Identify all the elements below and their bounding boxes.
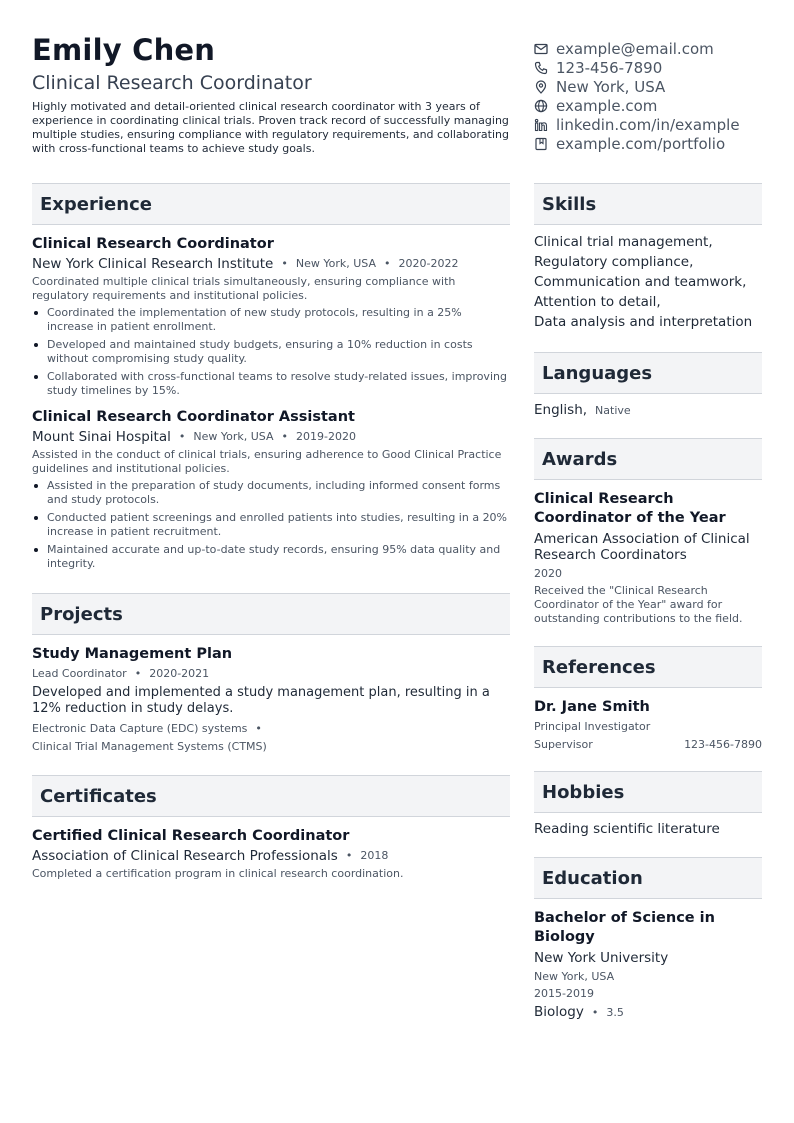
job-location: New York, USA bbox=[295, 257, 376, 270]
project-meta bbox=[32, 666, 510, 682]
side-column bbox=[534, 183, 762, 1040]
reference-phone: 123-456-7890 bbox=[684, 738, 762, 751]
candidate-name: Emily Chen bbox=[32, 33, 216, 67]
contact-location bbox=[534, 77, 762, 96]
contact-email[interactable] bbox=[534, 39, 762, 58]
education-gpa: 3.5 bbox=[606, 1006, 624, 1019]
skill-item: Attention to detail, bbox=[534, 294, 661, 310]
resume-columns bbox=[32, 183, 762, 1040]
certificates-section bbox=[32, 775, 510, 881]
contact-website-text: example.com bbox=[556, 96, 658, 115]
skill-item: Communication and teamwork, bbox=[534, 274, 747, 290]
separator: • bbox=[255, 722, 262, 735]
job-title: Clinical Research Coordinator bbox=[32, 236, 274, 252]
separator: • bbox=[345, 849, 353, 862]
certificate-title: Certified Clinical Research Coordinator bbox=[32, 828, 350, 844]
references-section bbox=[534, 646, 762, 751]
separator: • bbox=[281, 430, 289, 443]
linkedin-icon bbox=[534, 118, 548, 132]
project-title: Study Management Plan bbox=[32, 646, 233, 662]
award-year: 2020 bbox=[534, 567, 562, 580]
bookmark-icon bbox=[534, 137, 548, 151]
languages-heading: Languages bbox=[534, 352, 762, 394]
reference-role: Principal Investigator bbox=[534, 720, 651, 733]
skill-item: Clinical trial management, bbox=[534, 234, 713, 250]
reference-entry bbox=[534, 698, 762, 751]
job-org: Mount Sinai Hospital bbox=[32, 429, 171, 445]
language-item bbox=[534, 402, 762, 418]
references-heading: References bbox=[534, 646, 762, 688]
project-role: Lead Coordinator bbox=[32, 667, 127, 680]
award-description: Received the "Clinical Research Coordinator of the Year" award for outstanding contributions to the field. bbox=[534, 584, 743, 625]
certificate-entry bbox=[32, 827, 510, 881]
project-tool bbox=[32, 721, 510, 737]
contact-portfolio-text: example.com/portfolio bbox=[556, 134, 726, 153]
certificate-org: Association of Clinical Research Professionals bbox=[32, 848, 338, 864]
separator: • bbox=[591, 1006, 599, 1019]
contact-email-text: example@email.com bbox=[556, 39, 714, 58]
main-column bbox=[32, 183, 510, 1040]
separator: • bbox=[281, 257, 288, 270]
education-entry bbox=[534, 909, 762, 1020]
languages-section bbox=[534, 352, 762, 418]
contact-portfolio[interactable] bbox=[534, 134, 762, 153]
education-degree: Bachelor of Science in Biology bbox=[534, 910, 715, 945]
globe-icon bbox=[534, 99, 548, 113]
education-heading: Education bbox=[534, 857, 762, 899]
reference-meta bbox=[534, 738, 762, 751]
summary: Highly motivated and detail-oriented clinical research coordinator with 3 years of experience in coordinating clinical trials. Proven track record of successfully managing multiple studies, ensuring compliance with regulatory requirements, and collaborating with cross-functional teams to achieve study goals. bbox=[32, 100, 509, 155]
job-org: New York Clinical Research Institute bbox=[32, 256, 274, 272]
education-school: New York University bbox=[534, 950, 669, 966]
job-bullet: Conducted patient screenings and enrolled patients into studies, resulting in a 20% increase in patient recruitment. bbox=[32, 511, 510, 539]
job-bullet: Maintained accurate and up-to-date study records, ensuring 95% data quality and integrity. bbox=[32, 543, 510, 571]
separator: • bbox=[384, 257, 391, 270]
map-pin-icon bbox=[534, 80, 548, 94]
education-dates: 2015-2019 bbox=[534, 987, 594, 1000]
resume-header bbox=[32, 34, 762, 156]
education-meta bbox=[534, 1004, 762, 1020]
certificates-heading: Certificates bbox=[32, 775, 510, 817]
contact-phone[interactable] bbox=[534, 58, 762, 77]
award-entry bbox=[534, 490, 762, 626]
project-dates: 2020-2021 bbox=[149, 667, 210, 680]
project-description: Developed and implemented a study management plan, resulting in a 12% reduction in study delays. bbox=[32, 685, 490, 716]
contact-linkedin-text: linkedin.com/in/example bbox=[556, 115, 740, 134]
language-level: Native bbox=[595, 404, 631, 417]
awards-section bbox=[534, 438, 762, 626]
skills-heading: Skills bbox=[534, 183, 762, 225]
experience-entry bbox=[32, 408, 510, 571]
contact-website[interactable] bbox=[534, 96, 762, 115]
job-bullet: Developed and maintained study budgets, ensuring a 10% reduction in costs without compromising study quality. bbox=[32, 338, 510, 366]
candidate-title: Clinical Research Coordinator bbox=[32, 72, 312, 94]
reference-name: Dr. Jane Smith bbox=[534, 699, 650, 715]
skill-item: Regulatory compliance, bbox=[534, 254, 694, 270]
award-title: Clinical Research Coordinator of the Year bbox=[534, 491, 726, 526]
skills-list bbox=[534, 232, 762, 332]
job-dates: 2019-2020 bbox=[296, 430, 356, 443]
project-tool-text: Electronic Data Capture (EDC) systems bbox=[32, 722, 248, 735]
certificate-description: Completed a certification program in clinical research coordination. bbox=[32, 867, 404, 880]
language-name: English, bbox=[534, 402, 588, 418]
hobbies-section bbox=[534, 771, 762, 837]
certificate-meta bbox=[32, 848, 510, 864]
job-bullet: Assisted in the preparation of study documents, including informed consent forms and study protocols. bbox=[32, 479, 510, 507]
separator: • bbox=[178, 430, 186, 443]
certificate-year: 2018 bbox=[360, 849, 389, 862]
experience-section bbox=[32, 183, 510, 571]
project-entry bbox=[32, 645, 510, 755]
education-field: Biology bbox=[534, 1004, 584, 1020]
header-left bbox=[32, 34, 512, 156]
project-tool: Clinical Trial Management Systems (CTMS) bbox=[32, 740, 267, 753]
contact-location-text: New York, USA bbox=[556, 77, 666, 96]
hobbies-heading: Hobbies bbox=[534, 771, 762, 813]
contact-list bbox=[534, 39, 762, 156]
projects-section bbox=[32, 593, 510, 755]
phone-icon bbox=[534, 61, 548, 75]
contact-linkedin[interactable] bbox=[534, 115, 762, 134]
job-meta bbox=[32, 256, 510, 272]
separator: • bbox=[134, 667, 142, 680]
mail-icon bbox=[534, 42, 548, 56]
job-bullets bbox=[32, 306, 510, 398]
job-bullet: Coordinated the implementation of new study protocols, resulting in a 25% increase in patient enrollment. bbox=[32, 306, 510, 334]
skill-item: Data analysis and interpretation bbox=[534, 314, 753, 330]
job-description: Coordinated multiple clinical trials simultaneously, ensuring compliance with regulatory requirements and institutional policies. bbox=[32, 275, 456, 302]
job-title: Clinical Research Coordinator Assistant bbox=[32, 409, 355, 425]
job-bullet: Collaborated with cross-functional teams to resolve study-related issues, improving study timelines by 15%. bbox=[32, 370, 510, 398]
contact-phone-text: 123-456-7890 bbox=[556, 58, 663, 77]
hobby-item: Reading scientific literature bbox=[534, 821, 720, 837]
job-meta bbox=[32, 429, 510, 445]
awards-heading: Awards bbox=[534, 438, 762, 480]
job-description: Assisted in the conduct of clinical trials, ensuring adherence to Good Clinical Practice guidelines and institutional policies. bbox=[32, 448, 502, 475]
skills-section bbox=[534, 183, 762, 332]
resume-page bbox=[32, 34, 762, 1040]
job-bullets bbox=[32, 479, 510, 571]
award-org: American Association of Clinical Research Coordinators bbox=[534, 531, 750, 563]
experience-heading: Experience bbox=[32, 183, 510, 225]
job-dates: 2020-2022 bbox=[398, 257, 459, 270]
reference-relation: Supervisor bbox=[534, 738, 593, 751]
experience-entry bbox=[32, 235, 510, 398]
job-location: New York, USA bbox=[193, 430, 274, 443]
projects-heading: Projects bbox=[32, 593, 510, 635]
education-location: New York, USA bbox=[534, 970, 615, 983]
education-section bbox=[534, 857, 762, 1020]
